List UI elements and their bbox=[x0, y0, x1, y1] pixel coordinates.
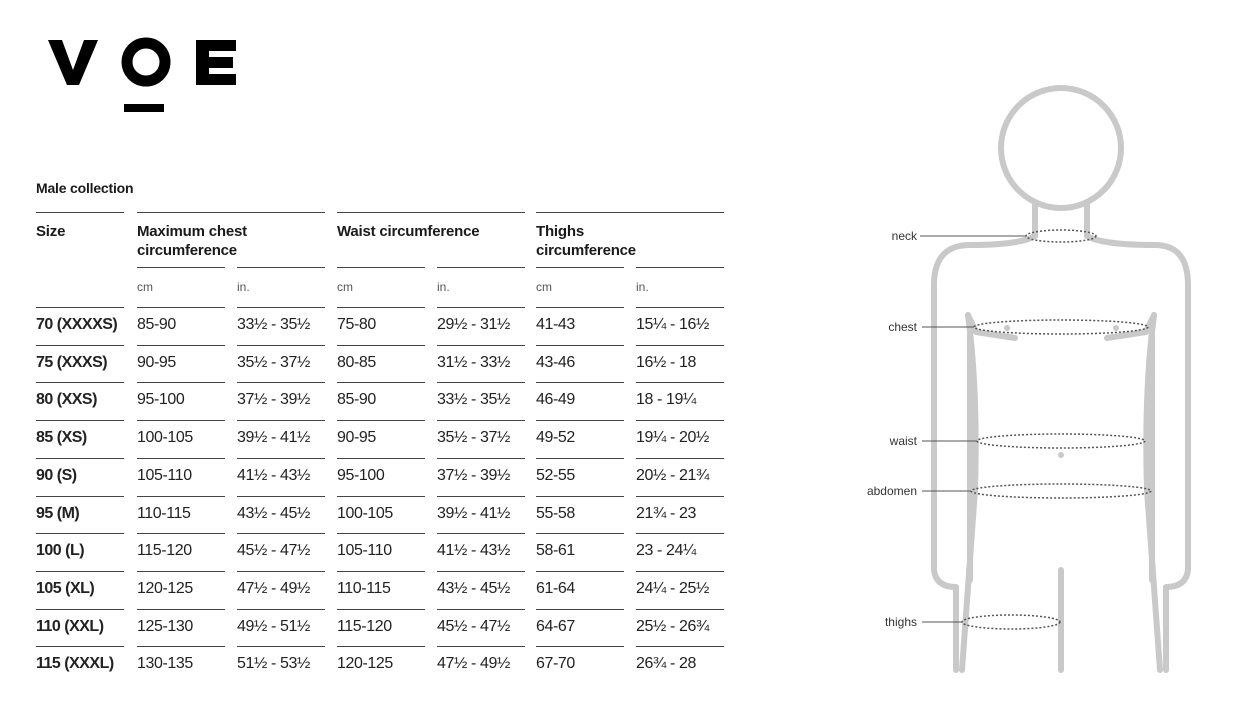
row-rule bbox=[636, 420, 724, 421]
row-rule bbox=[437, 345, 525, 346]
cell-waist-in: 31½ - 33½ bbox=[437, 353, 510, 371]
row-rule bbox=[536, 571, 624, 572]
cell-size: 90 (S) bbox=[36, 466, 77, 484]
row-rule bbox=[237, 571, 325, 572]
cell-chest-cm: 120-125 bbox=[137, 579, 193, 597]
row-rule bbox=[536, 609, 624, 610]
row-rule bbox=[237, 382, 325, 383]
row-rule bbox=[337, 609, 425, 610]
cell-size: 100 (L) bbox=[36, 542, 85, 560]
label-waist: waist bbox=[889, 434, 917, 448]
row-rule bbox=[137, 458, 225, 459]
unit-waist-in: in. bbox=[437, 280, 450, 294]
body-points bbox=[1004, 325, 1119, 458]
header-top-rule bbox=[337, 212, 525, 213]
header-top-rule bbox=[536, 212, 724, 213]
row-rule bbox=[437, 609, 525, 610]
cell-chest-cm: 125-130 bbox=[137, 617, 193, 635]
header-bottom-rule bbox=[337, 267, 425, 268]
label-thighs: thighs bbox=[884, 615, 917, 629]
unit-chest-in: in. bbox=[237, 280, 250, 294]
cell-chest-in: 51½ - 53½ bbox=[237, 655, 310, 673]
row-rule bbox=[137, 533, 225, 534]
cell-chest-in: 37½ - 39½ bbox=[237, 391, 310, 409]
label-abdomen: abdomen bbox=[866, 484, 917, 498]
label-neck: neck bbox=[891, 229, 917, 243]
logo-letter-e bbox=[196, 40, 236, 85]
row-rule bbox=[536, 496, 624, 497]
cell-size: 110 (XXL) bbox=[36, 617, 104, 635]
cell-chest-in: 41½ - 43½ bbox=[237, 466, 310, 484]
row-rule bbox=[36, 533, 124, 534]
cell-waist-cm: 120-125 bbox=[337, 655, 393, 673]
row-rule bbox=[337, 307, 425, 308]
cell-thighs-cm: 58-61 bbox=[536, 542, 575, 560]
chest-ring bbox=[974, 320, 1148, 334]
header-chest: Maximum chest circumference bbox=[137, 223, 247, 259]
row-rule bbox=[437, 571, 525, 572]
row-rule bbox=[437, 420, 525, 421]
row-rule bbox=[536, 533, 624, 534]
cell-waist-cm: 115-120 bbox=[337, 617, 392, 635]
unit-chest-cm: cm bbox=[137, 280, 153, 294]
row-rule bbox=[137, 571, 225, 572]
row-rule bbox=[636, 571, 724, 572]
cell-size: 85 (XS) bbox=[36, 429, 87, 447]
unit-thighs-cm: cm bbox=[536, 280, 552, 294]
row-rule bbox=[137, 345, 225, 346]
cell-waist-cm: 80-85 bbox=[337, 353, 376, 371]
waist-ring bbox=[977, 434, 1145, 448]
cell-thighs-in: 21¾ - 23 bbox=[636, 504, 696, 522]
cell-thighs-in: 15¼ - 16½ bbox=[636, 316, 709, 333]
row-rule bbox=[536, 307, 624, 308]
row-rule bbox=[137, 420, 225, 421]
row-rule bbox=[237, 533, 325, 534]
size-chart-table bbox=[36, 212, 726, 680]
cell-chest-cm: 85-90 bbox=[137, 316, 176, 333]
row-rule bbox=[337, 533, 425, 534]
cell-waist-in: 41½ - 43½ bbox=[437, 542, 510, 560]
row-rule bbox=[536, 420, 624, 421]
cell-size: 115 (XXXL) bbox=[36, 655, 114, 673]
header-top-rule bbox=[36, 212, 124, 213]
row-rule bbox=[137, 496, 225, 497]
cell-thighs-in: 20½ - 21¾ bbox=[636, 466, 709, 484]
cell-thighs-in: 19¼ - 20½ bbox=[636, 429, 709, 447]
cell-thighs-cm: 61-64 bbox=[536, 579, 575, 597]
cell-chest-cm: 100-105 bbox=[137, 429, 193, 447]
row-rule bbox=[337, 382, 425, 383]
row-rule bbox=[337, 420, 425, 421]
cell-size: 95 (M) bbox=[36, 504, 80, 522]
row-rule bbox=[437, 458, 525, 459]
cell-chest-in: 33½ - 35½ bbox=[237, 316, 310, 333]
cell-chest-cm: 95-100 bbox=[137, 391, 185, 409]
cell-thighs-in: 25½ - 26¾ bbox=[636, 617, 709, 635]
row-rule bbox=[36, 345, 124, 346]
cell-waist-in: 35½ - 37½ bbox=[437, 429, 510, 447]
row-rule bbox=[536, 382, 624, 383]
cell-thighs-cm: 49-52 bbox=[536, 429, 575, 447]
cell-thighs-cm: 67-70 bbox=[536, 655, 575, 673]
measurement-rings bbox=[962, 230, 1151, 629]
unit-waist-cm: cm bbox=[337, 280, 353, 294]
cell-waist-cm: 85-90 bbox=[337, 391, 376, 409]
row-rule bbox=[237, 609, 325, 610]
header-bottom-rule bbox=[536, 267, 624, 268]
header-bottom-rule bbox=[636, 267, 724, 268]
cell-thighs-in: 18 - 19¼ bbox=[636, 391, 696, 409]
body-measurement-diagram bbox=[850, 70, 1234, 690]
label-chest: chest bbox=[888, 320, 917, 334]
header-thighs: Thighs circumference bbox=[536, 223, 636, 259]
cell-size: 80 (XXS) bbox=[36, 391, 97, 409]
row-rule bbox=[137, 646, 225, 647]
row-rule bbox=[536, 646, 624, 647]
logo-letter-v bbox=[48, 40, 98, 85]
row-rule bbox=[636, 609, 724, 610]
row-rule bbox=[137, 307, 225, 308]
header-bottom-rule bbox=[237, 267, 325, 268]
cell-waist-cm: 105-110 bbox=[337, 542, 392, 560]
row-rule bbox=[36, 420, 124, 421]
cell-thighs-in: 23 - 24¼ bbox=[636, 542, 696, 560]
row-rule bbox=[237, 307, 325, 308]
row-rule bbox=[636, 646, 724, 647]
row-rule bbox=[237, 345, 325, 346]
row-rule bbox=[437, 646, 525, 647]
cell-chest-cm: 130-135 bbox=[137, 655, 193, 673]
cell-thighs-in: 16½ - 18 bbox=[636, 353, 696, 371]
cell-waist-cm: 110-115 bbox=[337, 579, 391, 597]
cell-chest-cm: 115-120 bbox=[137, 542, 192, 560]
logo-underline bbox=[124, 104, 164, 112]
row-rule bbox=[337, 458, 425, 459]
cell-waist-cm: 75-80 bbox=[337, 316, 376, 333]
cell-waist-in: 43½ - 45½ bbox=[437, 579, 510, 597]
torso-outline-right bbox=[1087, 236, 1188, 670]
row-rule bbox=[36, 382, 124, 383]
cell-thighs-cm: 46-49 bbox=[536, 391, 575, 409]
cell-thighs-cm: 64-67 bbox=[536, 617, 575, 635]
row-rule bbox=[636, 345, 724, 346]
cell-thighs-cm: 41-43 bbox=[536, 316, 575, 333]
torso-outline bbox=[934, 236, 1035, 670]
cell-chest-in: 49½ - 51½ bbox=[237, 617, 310, 635]
cell-size: 105 (XL) bbox=[36, 579, 95, 597]
row-rule bbox=[36, 646, 124, 647]
row-rule bbox=[36, 571, 124, 572]
row-rule bbox=[636, 533, 724, 534]
cell-waist-in: 39½ - 41½ bbox=[437, 504, 510, 522]
row-rule bbox=[36, 307, 124, 308]
cell-waist-in: 47½ - 49½ bbox=[437, 655, 510, 673]
row-rule bbox=[337, 345, 425, 346]
cell-thighs-cm: 52-55 bbox=[536, 466, 575, 484]
row-rule bbox=[536, 458, 624, 459]
row-rule bbox=[36, 458, 124, 459]
cell-waist-in: 37½ - 39½ bbox=[437, 466, 510, 484]
logo-letter-o bbox=[127, 43, 165, 81]
cell-chest-cm: 105-110 bbox=[137, 466, 192, 484]
cell-waist-in: 45½ - 47½ bbox=[437, 617, 510, 635]
row-rule bbox=[437, 496, 525, 497]
row-rule bbox=[337, 571, 425, 572]
row-rule bbox=[636, 307, 724, 308]
header-waist: Waist circumference bbox=[337, 223, 480, 240]
row-rule bbox=[437, 307, 525, 308]
row-rule bbox=[437, 382, 525, 383]
cell-waist-in: 33½ - 35½ bbox=[437, 391, 510, 409]
row-rule bbox=[237, 420, 325, 421]
row-rule bbox=[636, 496, 724, 497]
header-bottom-rule bbox=[137, 267, 225, 268]
thighs-ring bbox=[962, 615, 1060, 629]
row-rule bbox=[437, 533, 525, 534]
head-outline bbox=[1001, 88, 1121, 208]
row-rule bbox=[337, 496, 425, 497]
row-rule bbox=[237, 646, 325, 647]
cell-size: 75 (XXXS) bbox=[36, 353, 108, 371]
row-rule bbox=[137, 609, 225, 610]
cell-thighs-cm: 55-58 bbox=[536, 504, 575, 522]
header-top-rule bbox=[137, 212, 325, 213]
header-bottom-rule bbox=[437, 267, 525, 268]
row-rule bbox=[636, 382, 724, 383]
cell-chest-in: 45½ - 47½ bbox=[237, 542, 310, 560]
cell-chest-in: 43½ - 45½ bbox=[237, 504, 310, 522]
table-caption: Male collection bbox=[36, 180, 134, 196]
abdomen-ring bbox=[971, 484, 1151, 498]
row-rule bbox=[237, 496, 325, 497]
voe-logo bbox=[44, 30, 244, 120]
row-rule bbox=[36, 609, 124, 610]
cell-chest-cm: 110-115 bbox=[137, 504, 191, 522]
cell-thighs-in: 24¼ - 25½ bbox=[636, 579, 709, 597]
row-rule bbox=[36, 496, 124, 497]
cell-waist-in: 29½ - 31½ bbox=[437, 316, 510, 333]
cell-chest-in: 39½ - 41½ bbox=[237, 429, 310, 447]
cell-waist-cm: 100-105 bbox=[337, 504, 393, 522]
cell-chest-in: 35½ - 37½ bbox=[237, 353, 310, 371]
cell-chest-cm: 90-95 bbox=[137, 353, 176, 371]
cell-size: 70 (XXXXS) bbox=[36, 316, 118, 333]
cell-chest-in: 47½ - 49½ bbox=[237, 579, 310, 597]
row-rule bbox=[137, 382, 225, 383]
cell-waist-cm: 95-100 bbox=[337, 466, 385, 484]
unit-thighs-in: in. bbox=[636, 280, 649, 294]
row-rule bbox=[636, 458, 724, 459]
cell-waist-cm: 90-95 bbox=[337, 429, 376, 447]
body-outline bbox=[934, 88, 1188, 670]
row-rule bbox=[237, 458, 325, 459]
cell-thighs-in: 26¾ - 28 bbox=[636, 655, 696, 673]
row-rule bbox=[536, 345, 624, 346]
cell-thighs-cm: 43-46 bbox=[536, 353, 575, 371]
header-size: Size bbox=[36, 223, 66, 240]
row-rule bbox=[337, 646, 425, 647]
